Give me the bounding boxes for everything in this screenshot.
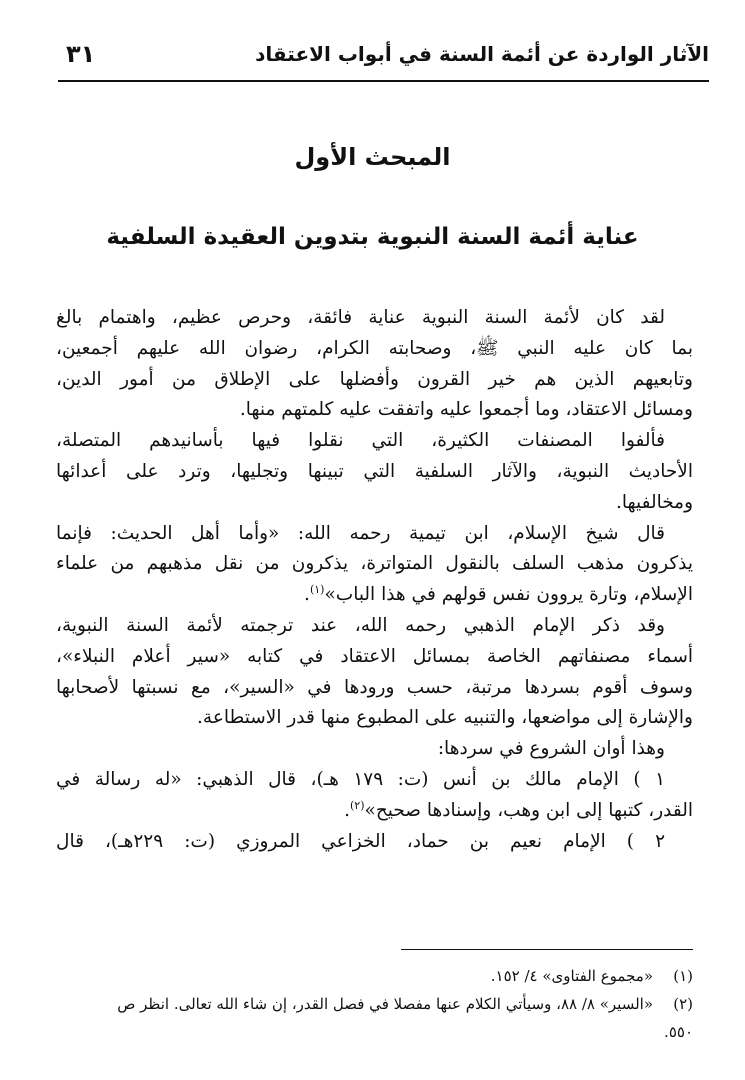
footnote-text: «السير» ٨/ ٨٨، وسيأتي الكلام عنها مفصلا في فصل القدر، إن شاء الله تعالى. انظر ص bbox=[117, 995, 653, 1013]
body-line: ١ ) الإمام مالك بن أنس (ت: ١٧٩ هـ)، قال الذهبي: «له رسالة في bbox=[56, 768, 665, 790]
body-line-text: القدر، كتبها إلى ابن وهب، وإسنادها صحيح» bbox=[364, 799, 693, 821]
sentence-end: . bbox=[304, 584, 310, 606]
footnote-number: (١) bbox=[673, 967, 693, 985]
body-line-with-footnote bbox=[56, 580, 693, 611]
sentence-end: . bbox=[344, 799, 350, 821]
body-line: وهذا أوان الشروع في سردها: bbox=[437, 738, 665, 760]
body-line: ومسائل الاعتقاد، وما أجمعوا عليه واتفقت عليه كلمتهم منها. bbox=[239, 399, 693, 421]
body-line: وسوف أقوم بسردها مرتبة، حسب ورودها في «السير»، مع نسبتها لأصحابها bbox=[56, 676, 693, 698]
section-subtitle: عناية أئمة السنة النبوية بتدوين العقيدة السلفية bbox=[106, 224, 639, 250]
body-line: لقد كان لأئمة السنة النبوية عناية فائقة، وحرص عظيم، واهتمام بالغ bbox=[56, 307, 665, 328]
running-header-title: الآثار الواردة عن أئمة السنة في أبواب الاعتقاد bbox=[255, 42, 709, 66]
footnote-divider bbox=[401, 949, 693, 950]
footnote-continuation bbox=[40, 1018, 693, 1046]
footnote-number: (٢) bbox=[673, 995, 693, 1013]
footnote-ref: (٢) bbox=[350, 798, 365, 812]
footnote-text: ٥٥٠. bbox=[664, 1023, 693, 1041]
body-line-text: الإسلام، وتارة يروون نفس قولهم في هذا الباب» bbox=[324, 584, 693, 606]
footnote bbox=[40, 990, 693, 1018]
body-line: فألفوا المصنفات الكثيرة، التي نقلوا فيها بأسانيدهم المتصلة، bbox=[56, 430, 665, 452]
running-header bbox=[58, 38, 709, 82]
footnote bbox=[40, 962, 693, 990]
body-line: قال شيخ الإسلام، ابن تيمية رحمه الله: «وأما أهل الحديث: فإنما bbox=[56, 522, 665, 544]
page-number: ٣١ bbox=[66, 40, 96, 68]
body-line: وتابعيهم الذين هم خير القرون وأفضلها على الإطلاق من أمور الدين، bbox=[56, 368, 693, 390]
body-line: وقد ذكر الإمام الذهبي رحمه الله، عند ترجمته لأئمة السنة النبوية، bbox=[56, 614, 665, 636]
footnotes bbox=[40, 962, 693, 1046]
footnote-text: «مجموع الفتاوى» ٤/ ١٥٢. bbox=[490, 967, 653, 985]
body-line: ٢ ) الإمام نعيم بن حماد، الخزاعي المروزي (ت: ٢٢٩هـ)، قال bbox=[56, 830, 665, 852]
header-divider bbox=[58, 80, 709, 82]
body-line: ومخالفيها. bbox=[615, 491, 693, 513]
footnote-ref: (١) bbox=[309, 583, 325, 597]
body-line: أسماء مصنفاتهم الخاصة بمسائل الاعتقاد في كتابه «سير أعلام النبلاء»، bbox=[56, 645, 693, 667]
body-line: والإشارة إلى مواضعها، والتنبيه على المطبوع منها قدر الاستطاعة. bbox=[197, 707, 693, 729]
section-title: المبحث الأول bbox=[294, 143, 451, 171]
body-line: الأحاديث النبوية، والآثار السلفية التي تبينها وتجليها، وترد على أعدائها bbox=[56, 460, 693, 482]
body-line: يذكرون مذهب السلف بالنقول المتواترة، يذكرون من نقل مذهبهم من علماء bbox=[56, 553, 693, 575]
body-text bbox=[56, 303, 693, 857]
body-line-with-footnote bbox=[56, 796, 693, 827]
body-line: بما كان عليه النبي ﷺ، وصحابته الكرام، رضوان الله عليهم أجمعين، bbox=[56, 337, 693, 359]
